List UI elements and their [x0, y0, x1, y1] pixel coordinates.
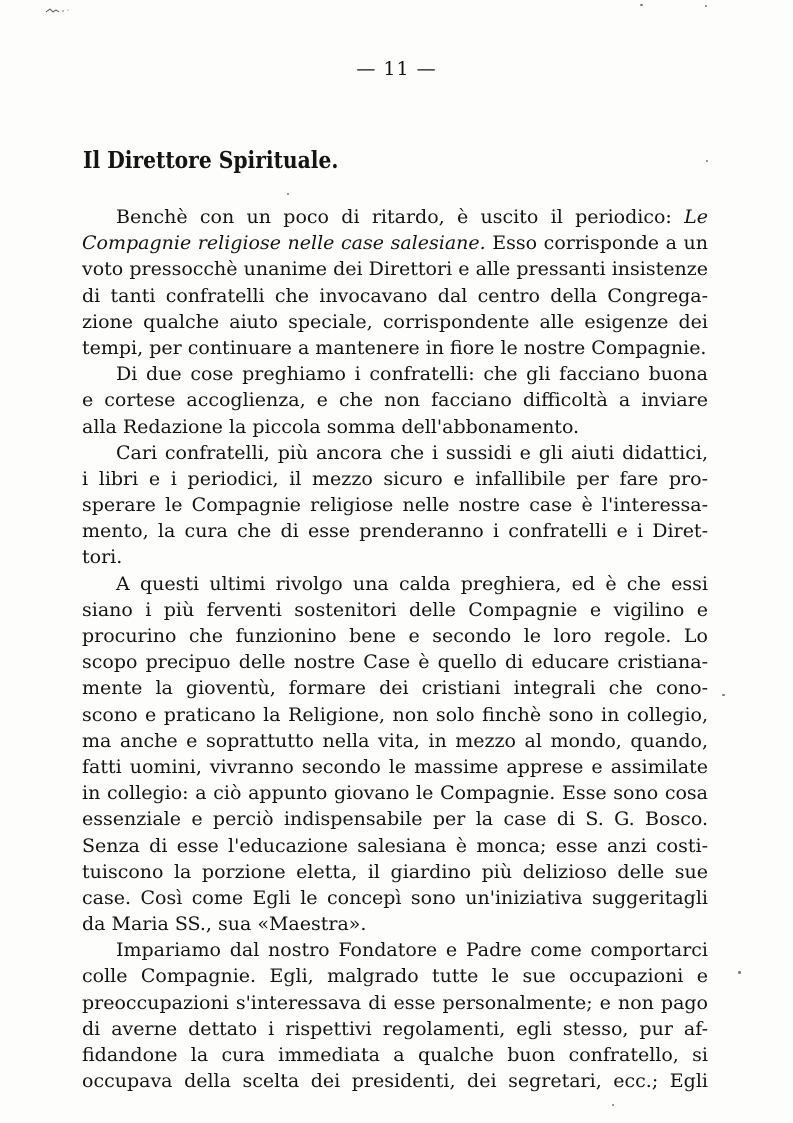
paragraph-3 — [82, 440, 708, 571]
text-line: colle Compagnie. Egli, malgrado tutte le sue occupazioni e — [82, 965, 708, 988]
speck-margin-3 — [722, 694, 725, 696]
speck-top-right — [640, 4, 643, 6]
periodical-title-part: Le — [684, 206, 708, 228]
text-line: siano i più ferventi sostenitori delle Compagnie e vigilino e — [82, 598, 708, 621]
periodical-title-part: Compagnie religiose nelle case salesiane. — [82, 232, 486, 255]
text-line: ma anche e soprattutto nella vita, in mezzo al mondo, quando, — [82, 729, 708, 752]
text-line: scono e praticano la Religione, non solo finchè sono in collegio, — [82, 703, 708, 726]
text-line: voto pressocchè unanime dei Direttori e alle pressanti insistenze — [82, 258, 708, 281]
text-line: tori. — [82, 546, 123, 569]
text-line: in collegio: a ciò appunto giovano le Compagnie. Esse sono cosa — [82, 782, 708, 805]
page-number: — 11 — — [356, 58, 437, 80]
article-body — [82, 204, 708, 1094]
text-line: fatti uomini, vivranno secondo le massime apprese e assimilate — [82, 755, 708, 778]
text-line: e cortese accoglienza, e che non facciano difficoltà a inviare — [82, 389, 708, 412]
article-title: Il Direttore Spirituale. — [83, 147, 339, 174]
scan-artifact — [44, 6, 84, 16]
text-line: Senza di esse l'educazione salesiana è monca; esse anzi costi- — [82, 834, 708, 857]
speck-margin-2 — [287, 193, 289, 195]
text-line: mente la gioventù, formare dei cristiani integrali che cono- — [82, 677, 708, 700]
text-line-segment: Esso corrisponde a un — [485, 232, 708, 255]
text-line: Di due cose preghiamo i confratelli: che gli facciano buona — [116, 363, 708, 386]
text-line: i libri e i periodici, il mezzo sicuro e infallibile per fare pro- — [82, 467, 708, 490]
text-line: mento, la cura che di esse prenderanno i confratelli e i Diret- — [82, 520, 708, 543]
speck-margin-4 — [738, 971, 741, 974]
text-line: alla Redazione la piccola somma dell'abbonamento. — [82, 415, 580, 438]
text-line-segment: Benchè con un poco di ritardo, è uscito il periodico: — [116, 206, 685, 228]
speck-margin-1 — [706, 160, 708, 162]
text-line: zione qualche aiuto speciale, corrispondente alle esigenze dei — [82, 310, 708, 333]
speck-bottom — [612, 1104, 614, 1106]
text-line: da Maria SS., sua «Maestra». — [82, 913, 367, 936]
text-line: case. Così come Egli le concepì sono un'iniziativa suggeritagli — [82, 886, 708, 909]
paragraph-4 — [82, 571, 708, 938]
text-line: essenziale e perciò indispensabile per la case di S. G. Bosco. — [82, 808, 708, 831]
text-line: preoccupazioni s'interessava di esse personalmente; e non pago — [82, 991, 708, 1014]
paragraph-2 — [82, 361, 708, 440]
text-line: fidandone la cura immediata a qualche buon confratello, si — [82, 1044, 708, 1066]
text-line: scopo precipuo delle nostre Case è quello di educare cristiana- — [82, 651, 708, 674]
text-line: Cari confratelli, più ancora che i sussidi e gli aiuti didattici, — [116, 441, 708, 464]
text-line: di tanti confratelli che invocavano dal centro della Congrega- — [82, 284, 708, 307]
text-line: A questi ultimi rivolgo una calda preghiera, ed è che essi — [116, 572, 708, 595]
text-line — [82, 230, 708, 256]
text-line: di averne dettato i rispettivi regolamenti, egli stesso, pur af- — [82, 1017, 708, 1040]
paragraph-1 — [82, 204, 708, 361]
paragraph-5 — [82, 937, 708, 1094]
text-line: tempi, per continuare a mantenere in fiore le nostre Compagnie. — [82, 336, 707, 359]
text-line: Impariamo dal nostro Fondatore e Padre come comportarci — [116, 939, 708, 962]
text-line: sperare le Compagnie religiose nelle nostre case è l'interessa- — [82, 494, 708, 517]
speck-top-right-2 — [705, 5, 707, 7]
text-line — [82, 204, 708, 230]
text-line: occupava della scelta dei presidenti, dei segretari, ecc.; Egli — [82, 1070, 708, 1093]
text-line: procurino che funzionino bene e secondo le loro regole. Lo — [82, 625, 708, 647]
text-line: tuiscono la porzione eletta, il giardino più delizioso delle sue — [82, 860, 708, 883]
